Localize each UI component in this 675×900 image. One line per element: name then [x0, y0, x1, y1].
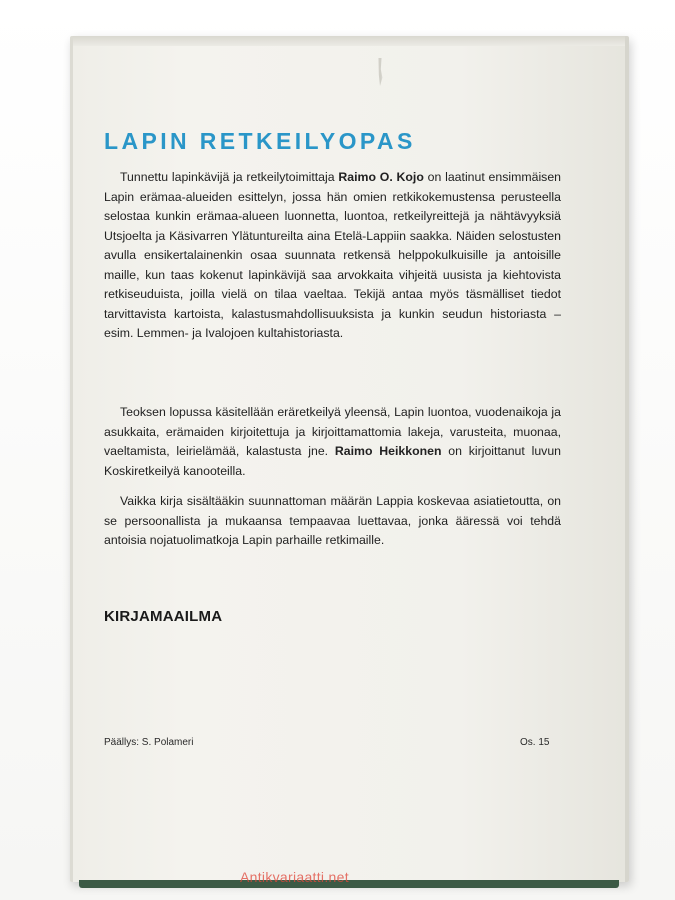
book-bottom-edge [79, 880, 619, 888]
description-paragraph-2 [104, 403, 561, 481]
cover-credit: Päällys: S. Polameri [104, 737, 194, 748]
paragraph-2-text-a: Teoksen lopussa käsitellään eräretkeilyä yleensä, Lapin luontoa, vuodenaikoja ja asukkaita, erämaiden kirjoitettuja ja kirjoittamattomia lakeja, varusteita, muonaa, vaeltamista, leirielämää, kalastusta jne. [104, 405, 561, 458]
watermark-text: Antikvariaatti.net [240, 869, 349, 885]
paragraph-1-text-b: on laatinut ensimmäisen Lapin erämaa-alueiden esittelyn, jossa hän omien retkikokemustensa perusteella selostaa kunkin erämaa-alueen luonnetta, luontoa, retkeilyreittejä ja nähtävyyksiä Utsjoelta ja Käsivarren Ylätuntureilta aina Etelä-Lappiin saakka. Näiden selostusten avulla ensikertalainenkin osaa suunnata retkensä helppokulkuisille ja antoisille maille, kun taas kokenut lapinkävijä saa arvokkaita vihjeitä uusista ja kiehtovista retkiseuduista, joilla vielä on tilaa vaeltaa. Tekijä antaa myös täsmälliset tiedot tarvittavista kartoista, kalastusmahdollisuuksista ja kunkin seudun historiasta – esim. Lemmen- ja Ivalojoen kultahistoriasta. [104, 170, 561, 340]
product-code: Os. 15 [520, 737, 550, 748]
publisher-name: KIRJAMAAILMA [104, 608, 223, 625]
book-title: LAPIN RETKEILYOPAS [104, 128, 416, 154]
description-paragraph-3: Vaikka kirja sisältääkin suunnattoman määrän Lappia koskevaa asiatietoutta, on se persoonallista ja mukaansa tempaavaa luettavaa, jonka ääressä voi tehdä antoisia nojatuolimatkoja Lapin parhaille retkimaille. [104, 494, 561, 547]
author-name: Raimo O. Kojo [338, 170, 424, 184]
cover-tear [376, 58, 384, 86]
paragraph-2-text-b: on kirjoittanut luvun Koskiretkeilyä kanooteilla. [104, 444, 561, 478]
book-top-edge [73, 36, 625, 46]
description-paragraph-1 [104, 168, 561, 344]
contributor-name: Raimo Heikkonen [334, 444, 442, 458]
paragraph-1-text-a: Tunnettu lapinkävijä ja retkeilytoimittaja [120, 170, 339, 184]
